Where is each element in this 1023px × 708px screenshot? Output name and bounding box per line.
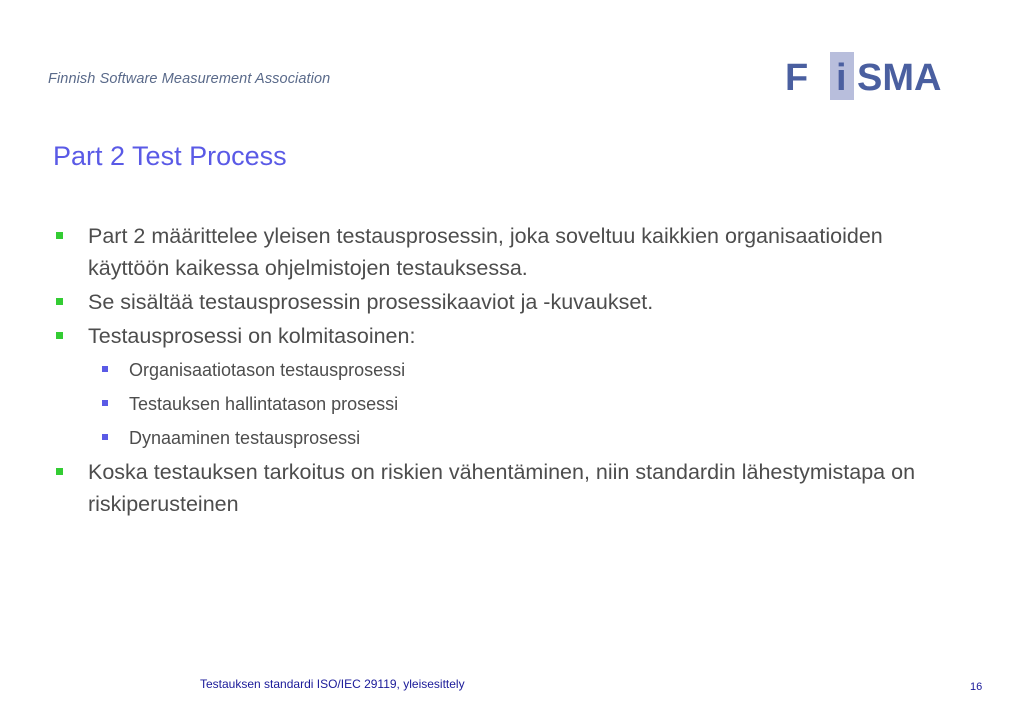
bullet-marker [56, 298, 63, 305]
sub-bullet-text: Dynaaminen testausprosessi [129, 428, 361, 448]
fisma-logo [783, 52, 983, 100]
sub-bullet-marker [102, 366, 108, 372]
sub-bullet-item [54, 354, 954, 386]
bullet-text: Testausprosessi on kolmitasoinen: [88, 324, 416, 348]
sub-bullet-item [54, 422, 954, 454]
page-number: 16 [970, 681, 983, 693]
sub-bullet-text: Organisaatiotason testausprosessi [129, 360, 406, 380]
bullet-item [54, 456, 954, 520]
logo-sma: SMA [857, 57, 942, 99]
logo-f: F [785, 57, 809, 99]
bullet-marker [56, 232, 63, 239]
sub-bullet-marker [102, 400, 108, 406]
logo-i: i [836, 57, 847, 99]
slide-title: Part 2 Test Process [53, 141, 287, 171]
sub-bullet-text: Testauksen hallintatason prosessi [129, 394, 399, 414]
footer-text: Testauksen standardi ISO/IEC 29119, yleisesittely [200, 677, 465, 691]
bullet-text: Se sisältää testausprosessin prosessikaaviot ja -kuvaukset. [88, 290, 654, 314]
bullet-marker [56, 332, 63, 339]
bullet-list [54, 220, 954, 522]
organization-name: Finnish Software Measurement Association [48, 71, 331, 87]
bullet-item [54, 320, 954, 352]
sub-bullet-item [54, 388, 954, 420]
bullet-marker [56, 468, 63, 475]
bullet-item [54, 220, 954, 284]
sub-bullet-marker [102, 434, 108, 440]
bullet-text: Koska testauksen tarkoitus on riskien vähentäminen, niin standardin lähestymistapa on riskiperusteinen [88, 460, 916, 516]
bullet-text: Part 2 määrittelee yleisen testausprosessin, joka soveltuu kaikkien organisaatioiden käyttöön kaikessa ohjelmistojen testauksessa. [88, 224, 883, 280]
bullet-item [54, 286, 954, 318]
